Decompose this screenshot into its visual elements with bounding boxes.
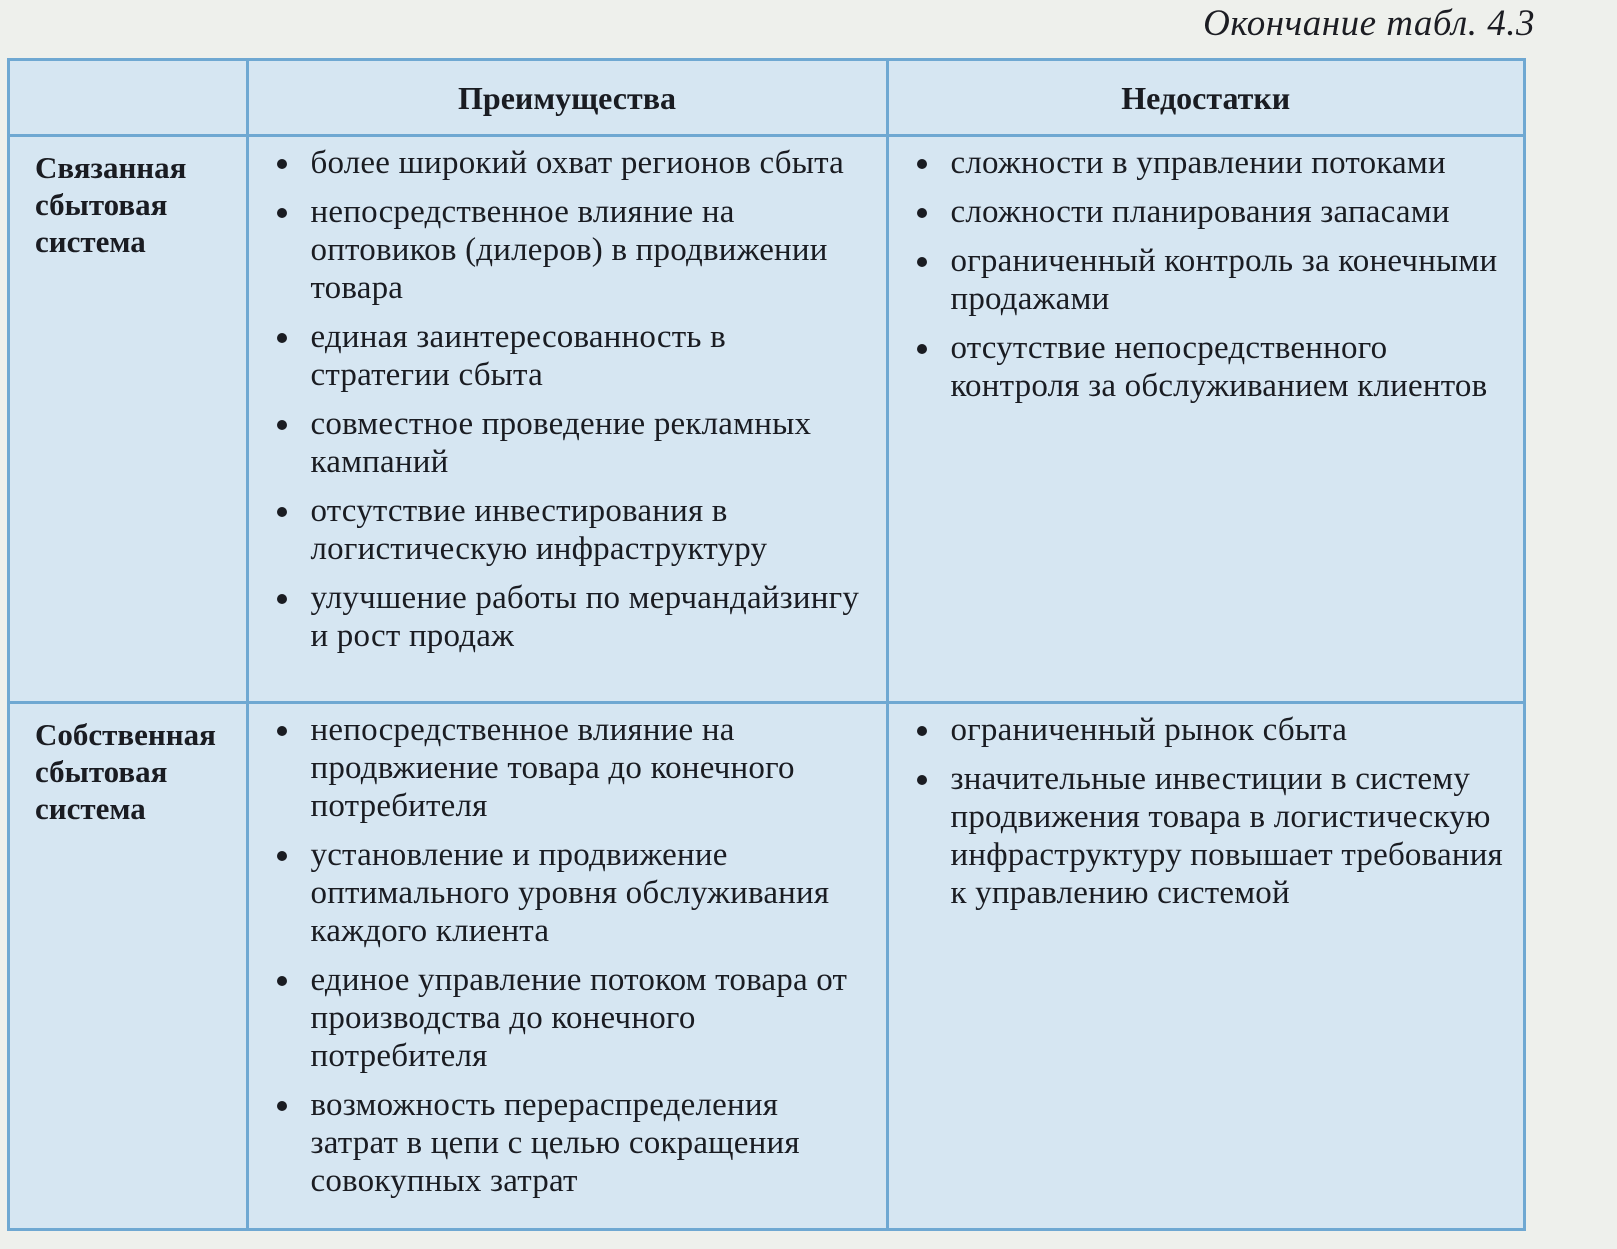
bullet-icon [917,159,927,169]
advantages-cell [247,703,887,1229]
list-item-text: сложности в управлении потоками [950,145,1446,181]
list-item-text: отсутствие непосредственного контроля за обслуживанием клиентов [950,330,1488,404]
bullet-icon [917,775,927,785]
comparison-table [7,58,1526,1231]
bullet-icon [917,726,927,736]
table-caption: Окончание табл. 4.3 [1203,3,1535,44]
advantages-list [249,704,886,1200]
disadvantages-list [889,137,1524,405]
list-item [271,579,872,655]
bullet-icon [917,208,927,218]
list-item [271,318,872,394]
bullet-icon [277,726,287,736]
list-item [911,329,1510,405]
bullet-icon [277,333,287,343]
list-item-text: улучшение работы по мерчандайзингу и рост продаж [310,580,860,654]
list-item-text: непосредственное влияние на продвжиение товара до конечного потребителя [310,712,795,824]
advantages-list [249,137,886,655]
table-row [10,136,1523,703]
bullet-icon [277,976,287,986]
list-item [271,193,872,307]
list-item-text: ограниченный рынок сбыта [950,712,1348,748]
bullet-icon [277,1101,287,1111]
list-item-text: сложности планирования запасами [950,194,1450,230]
list-item [911,760,1510,912]
row-label: Связанная сбытовая система [10,136,247,703]
list-item-text: единая заинтересованность в стратегии сбыта [310,319,726,393]
list-item [911,711,1510,749]
list-item [271,711,872,825]
list-item-text: ограниченный контроль за конечными продажами [950,243,1498,317]
bullet-icon [277,851,287,861]
list-item-text: совместное проведение рекламных кампаний [310,406,812,480]
disadvantages-cell [887,703,1523,1229]
list-item [271,144,872,182]
list-item [271,961,872,1075]
bullet-icon [917,257,927,267]
list-item [911,242,1510,318]
header-row [10,61,1523,136]
bullet-icon [277,420,287,430]
list-item [271,1086,872,1200]
advantages-cell [247,136,887,703]
list-item [911,144,1510,182]
bullet-icon [277,159,287,169]
disadvantages-cell [887,136,1523,703]
header-advantages: Преимущества [247,61,887,136]
bullet-icon [277,594,287,604]
list-item [271,492,872,568]
disadvantages-list [889,704,1524,912]
list-item [271,836,872,950]
list-item-text: единое управление потоком товара от производства до конечного потребителя [310,962,848,1074]
list-item [271,405,872,481]
bullet-icon [917,344,927,354]
bullet-icon [277,208,287,218]
table-row [10,703,1523,1229]
list-item-text: непосредственное влияние на оптовиков (дилеров) в продвижении товара [310,194,828,306]
list-item-text: возможность перераспределения затрат в цепи с целью сокращения совокупных затрат [310,1087,800,1199]
list-item-text: более широкий охват регионов сбыта [310,145,844,181]
row-label: Собственная сбытовая система [10,703,247,1229]
list-item-text: отсутствие инвестирования в логистическую инфраструктуру [310,493,768,567]
header-empty-cell [10,61,247,136]
header-disadvantages: Недостатки [887,61,1523,136]
list-item-text: установление и продвижение оптимального уровня обслуживания каждого клиента [310,837,830,949]
bullet-icon [277,507,287,517]
list-item [911,193,1510,231]
list-item-text: значительные инвестиции в систему продвижения товара в логистическую инфраструктуру повышает требования к управлению системой [950,761,1503,911]
